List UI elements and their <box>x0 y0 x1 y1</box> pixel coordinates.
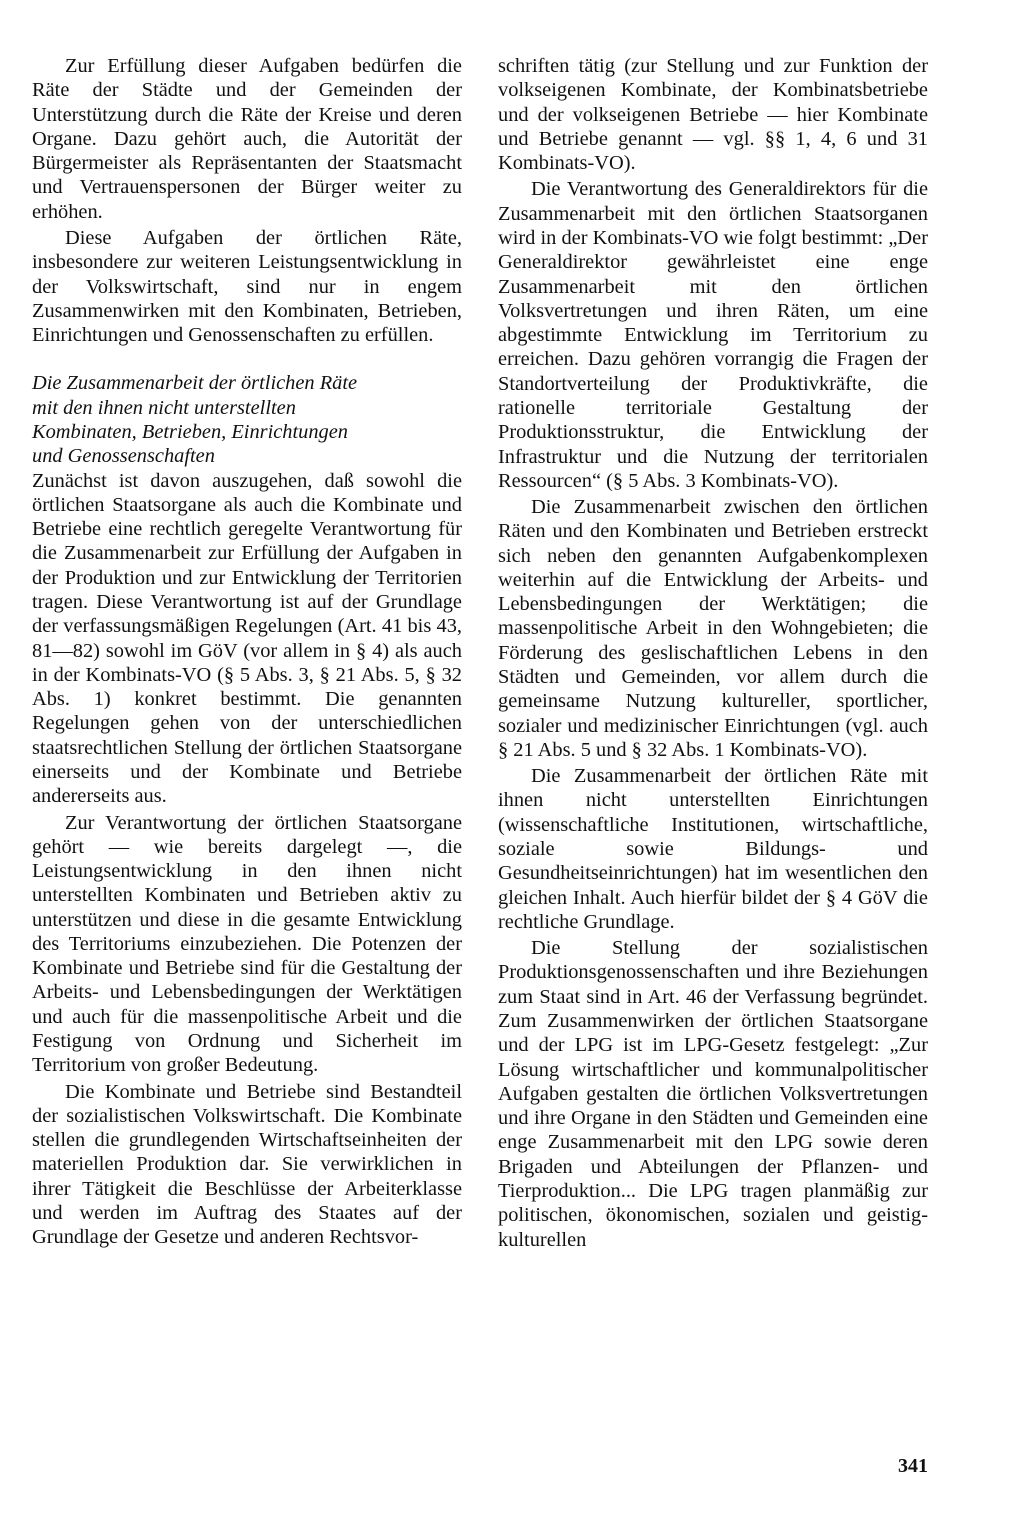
left-paragraph-4: Zur Verantwortung der örtlichen Staatsorgane gehört — wie bereits dargelegt —, die Leistungsentwicklung in den ihnen nicht unterstellten Kombinaten und Betrieben aktiv zu unterstützen und diese in die gesamte Entwicklung des Territoriums einzubeziehen. Die Potenzen der Kombinate und Betriebe sind für die Gestaltung der Arbeits- und Lebensbedingungen der Werktätigen und auch für die massenpolitische Arbeit und die Festigung von Ordnung und Sicherheit im Territorium von großer Bedeutung. <box>32 811 462 1077</box>
left-paragraph-1: Zur Erfüllung dieser Aufgaben bedürfen die Räte der Städte und der Gemeinden der Unterstützung durch die Räte der Kreise und deren Organe. Dazu gehört auch, die Autorität der Bürgermeister als Repräsentanten der Staatsmacht und Vertrauenspersonen der Bürger weiter zu erhöhen. <box>32 55 462 223</box>
section-heading-line-1: Die Zusammenarbeit der örtlichen Räte <box>32 372 358 395</box>
left-paragraph-3: Zunächst ist davon auszugehen, daß sowohl die örtlichen Staatsorgane als auch die Kombinate und Betriebe eine rechtlich geregelte Verantwortung für die Zusammenarbeit zur Erfüllung der Aufgaben in der Produktion und zur Entwicklung der Territorien tragen. Diese Verantwortung ist auf der Grundlage der verfassungsmäßigen Regelungen (Art. 41 bis 43, 81—82) sowohl im GöV (vor allem in § 4) als auch in der Kombinats-VO (§ 5 Abs. 3, § 21 Abs. 5, § 32 Abs. 1) konkret bestimmt. Die genannten Regelungen gehen von der unterschiedlichen staatsrechtlichen Stellung der örtlichen Staatsorgane einerseits und der Kombinate und Betriebe andererseits aus. <box>32 469 462 808</box>
section-heading-line-2: mit den ihnen nicht unterstellten <box>32 396 296 419</box>
left-paragraph-5: Die Kombinate und Betriebe sind Bestandteil der sozialistischen Volkswirtschaft. Die Kombinate stellen die grundlegenden Wirtschaftseinheiten der materiellen Produktion dar. Sie verwirklichen in ihrer Tätigkeit die Beschlüsse der Arbeiterklasse und werden im Auftrag des Staates auf der Grundlage der Gesetze und anderen Rechtsvor- <box>32 1080 462 1249</box>
section-heading-line-4: und Genossenschaften <box>32 445 215 468</box>
page-number: 341 <box>898 1455 928 1477</box>
right-paragraph-1: schriften tätig (zur Stellung und zur Funktion der volkseigenen Kombinate, der Kombinatsbetriebe und der volkseigenen Betriebe — hier Kombinate und Betriebe genannt — vgl. §§ 1, 4, 6 und 31 Kombinats-VO). <box>498 55 928 175</box>
section-heading-line-3: Kombinaten, Betrieben, Einrichtungen <box>32 420 348 443</box>
right-paragraph-2: Die Verantwortung des Generaldirektors für die Zusammenarbeit mit den örtlichen Staatsorganen wird in der Kombinats-VO wie folgt bestimmt: „Der Generaldirektor gewährleistet eine enge Zusammenarbeit mit den örtlichen Volksvertretungen und ihren Räten, um eine abgestimmte Entwicklung im Territorium zu erreichen. Dazu gehören vorrangig die Fragen der Standortverteilung der Produktivkräfte, die rationelle territoriale Gestaltung der Produktionsstruktur, die Entwicklung der Infrastruktur und die Nutzung der territorialen Ressourcen“ (§ 5 Abs. 3 Kombinats-VO). <box>498 178 928 492</box>
right-paragraph-4: Die Zusammenarbeit der örtlichen Räte mit ihnen nicht unterstellten Einrichtungen (wissenschaftliche Institutionen, wirtschaftliche, soziale sowie Bildungs- und Gesundheitseinrichtungen) hat im wesentlichen den gleichen Inhalt. Auch hierfür bildet der § 4 GöV die rechtliche Grundlage. <box>498 765 928 933</box>
section-heading <box>32 371 424 468</box>
left-column <box>32 54 462 1250</box>
right-paragraph-3: Die Zusammenarbeit zwischen den örtlichen Räten und den Kombinaten und Betrieben erstreckt sich neben den genannten Aufgabenkomplexen weiterhin auf die Entwicklung der Arbeits- und Lebensbedingungen der Werktätigen; die massenpolitische Arbeit in den Wohngebieten; die Förderung des geslischaftlichen Lebens in den Städten und Gemeinden, vor allem durch die gemeinsame Nutzung kultureller, sportlicher, sozialer und medizinischer Einrichtungen (vgl. auch § 21 Abs. 5 und § 32 Abs. 1 Kombinats-VO). <box>498 496 928 761</box>
right-paragraph-5: Die Stellung der sozialistischen Produktionsgenossenschaften und ihre Beziehungen zum Staat sind in Art. 46 der Verfassung begründet. Zum Zusammenwirken der örtlichen Staatsorgane und der LPG ist im LPG-Gesetz festgelegt: „Zur Lösung wirtschaftlicher und kommunalpolitischer Aufgaben gestalten die örtlichen Volksvertretungen und ihre Organe in den Städten und Gemeinden eine enge Zusammenarbeit mit den LPG sowie deren Brigaden und Abteilungen der Pflanzen- und Tierproduktion... Die LPG tragen planmäßig zur politischen, ökonomischen, sozialen und geistig-kulturellen <box>498 937 928 1251</box>
right-column <box>498 54 928 1252</box>
left-paragraph-2: Diese Aufgaben der örtlichen Räte, insbesondere zur weiteren Leistungsentwicklung in der Volkswirtschaft, sind nur in engem Zusammenwirken mit den Kombinaten, Betrieben, Einrichtungen und Genossenschaften zu erfüllen. <box>32 226 462 347</box>
